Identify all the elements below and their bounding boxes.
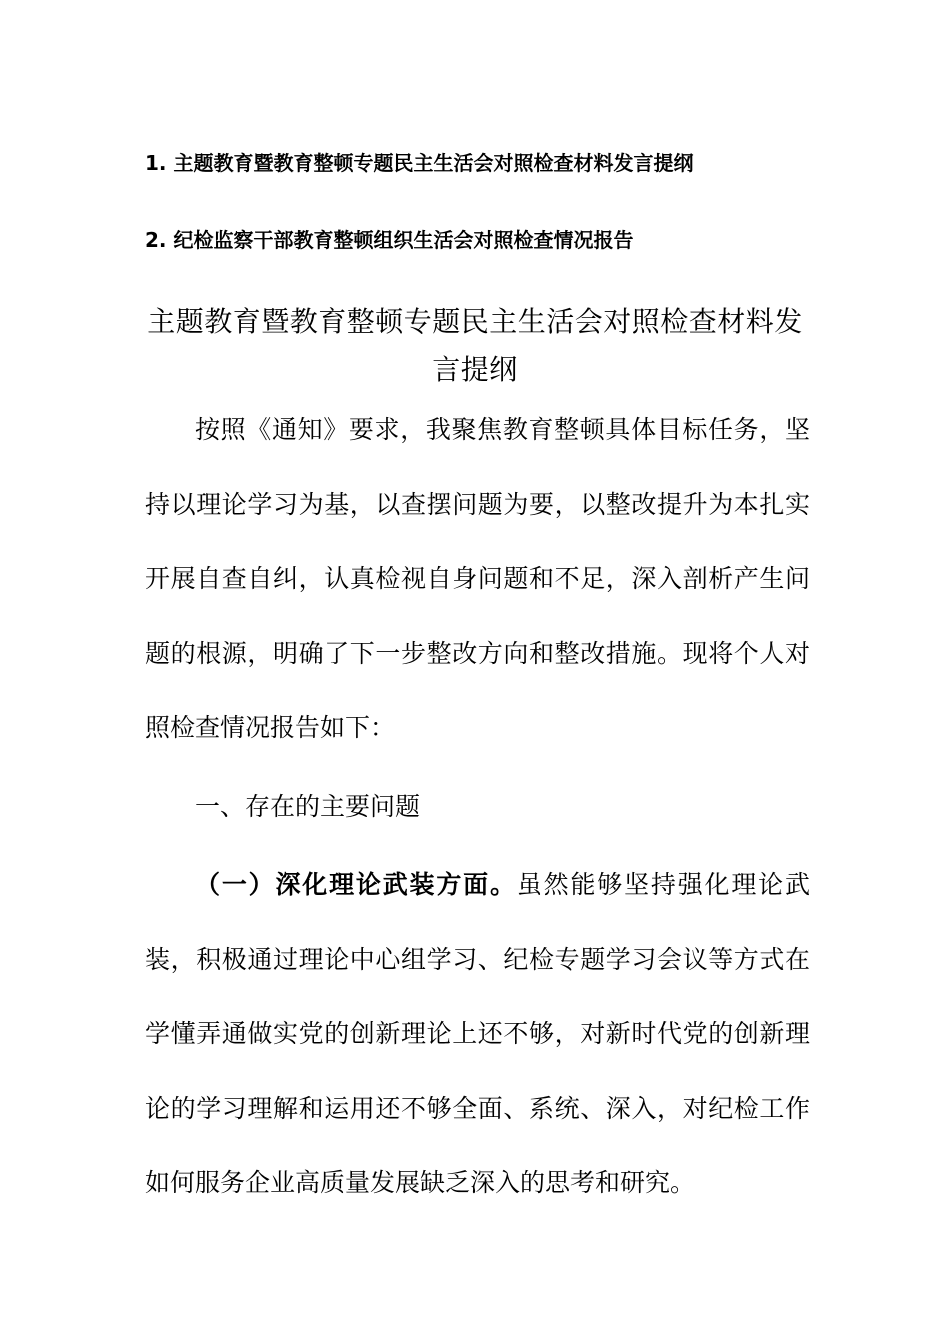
problem-paragraph [145,848,810,1221]
intro-paragraph: 按照《通知》要求，我聚焦教育整顿具体目标任务，坚持以理论学习为基，以查摆问题为要，以整改提升为本扎实开展自查自纠，认真检视自身问题和不足，深入剖析产生问题的根源，明确了下一步整改方向和整改措施。现将个人对照检查情况报告如下： [145,415,810,742]
problem-lead: （一）深化理论武装方面。 [195,870,517,899]
toc-item-1[interactable]: 1. 主题教育暨教育整顿专题民主生活会对照检查材料发言提纲 [145,151,694,175]
section-heading: 一、存在的主要问题 [195,792,421,821]
document-title: 主题教育暨教育整顿专题民主生活会对照检查材料发言提纲 [147,305,803,386]
toc-item-2[interactable]: 2. 纪检监察干部教育整顿组织生活会对照检查情况报告 [145,228,634,252]
problem-body: 虽然能够坚持强化理论武装，积极通过理论中心组学习、纪检专题学习会议等方式在学懂弄通做实党的创新理论上还不够，对新时代党的创新理论的学习理解和运用还不够全面、系统、深入，对纪检工作如何服务企业高质量发展缺乏深入的思考和研究。 [145,870,810,1197]
